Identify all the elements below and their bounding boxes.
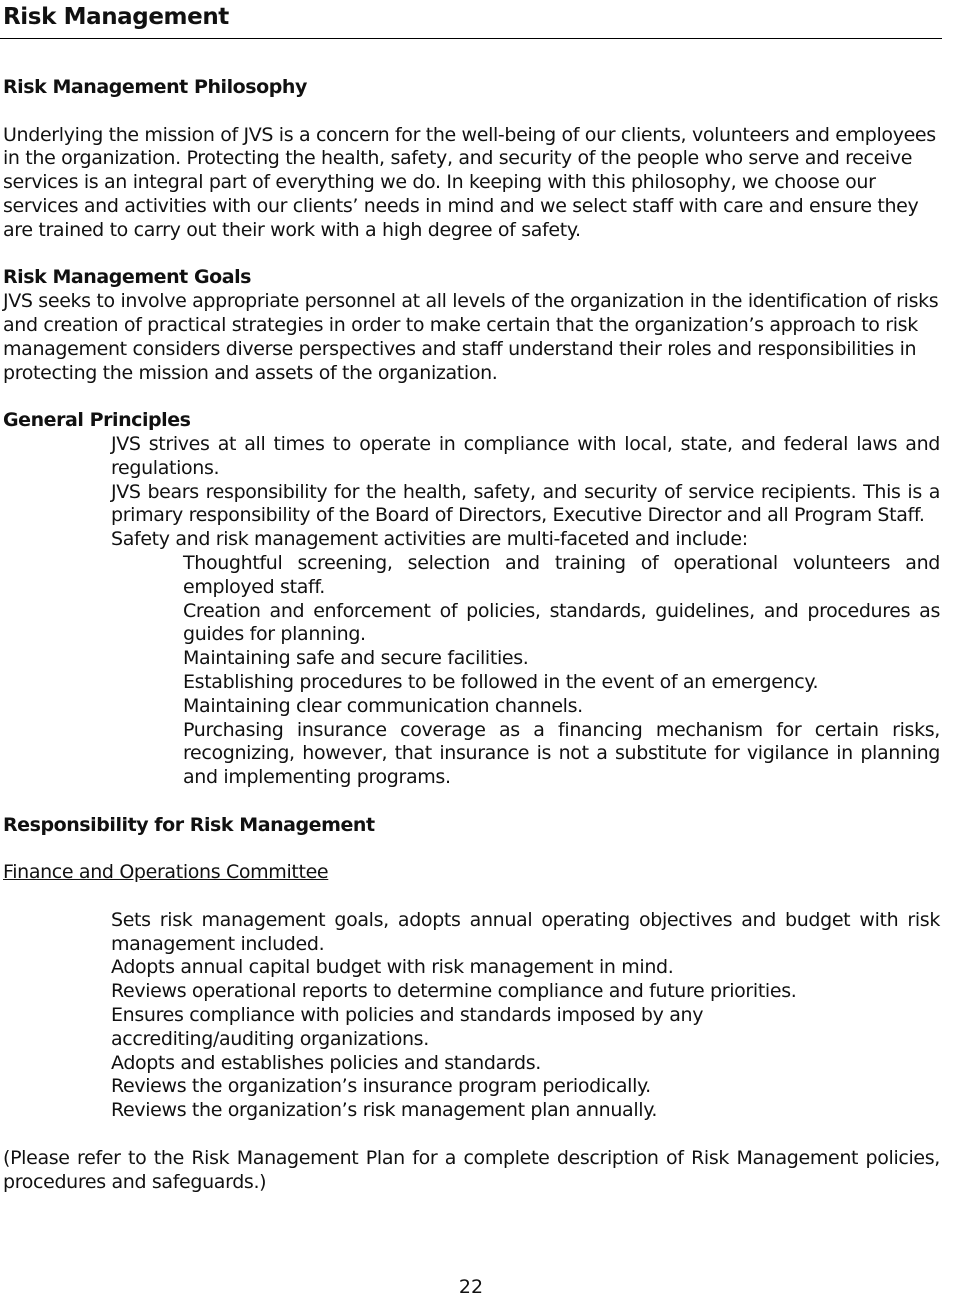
principle-subitem: Purchasing insurance coverage as a financing mechanism for certain risks, recognizing, however, that insurance is not a substitute for vigilance in planning and implementing programs. xyxy=(183,718,940,789)
committee-item: Adopts and establishes policies and standards. xyxy=(111,1051,541,1074)
committee-item: Ensures compliance with policies and standards imposed by any xyxy=(111,1004,704,1027)
committee-item: Reviews the organization’s insurance program periodically. xyxy=(111,1075,651,1098)
committee-item: Reviews operational reports to determine compliance and future priorities. xyxy=(111,980,797,1003)
principles-heading: General Principles xyxy=(3,409,191,432)
page-number: 22 xyxy=(458,1276,484,1298)
spacer xyxy=(3,838,940,862)
title-divider xyxy=(0,38,942,39)
spacer xyxy=(3,885,940,909)
closing-note: (Please refer to the Risk Management Plan for a complete description of Risk Management policies, procedures and safeguards.) xyxy=(3,1146,940,1193)
committee-item: Reviews the organization’s risk management plan annually. xyxy=(111,1099,658,1122)
committee-item: Adopts annual capital budget with risk management in mind. xyxy=(111,956,674,979)
responsibility-heading: Responsibility for Risk Management xyxy=(3,813,375,836)
principle-subitem: Maintaining clear communication channels. xyxy=(183,694,583,717)
principle-subitem: Thoughtful screening, selection and training of operational volunteers and employed staff. xyxy=(183,551,940,598)
goals-heading: Risk Management Goals xyxy=(3,266,252,289)
spacer xyxy=(3,1123,940,1147)
goals-paragraph: JVS seeks to involve appropriate personnel at all levels of the organization in the identification of risks and creation of practical strategies in order to make certain that the organization’s approach to risk management considers diverse perspectives and staff understand their roles and responsibilities in protecting the mission and assets of the organization. xyxy=(3,290,939,384)
philosophy-heading: Risk Management Philosophy xyxy=(3,76,307,98)
committee-heading: Finance and Operations Committee xyxy=(3,861,329,884)
spacer xyxy=(3,100,940,124)
principle-item: JVS strives at all times to operate in compliance with local, state, and federal laws and regulations. xyxy=(111,432,940,479)
spacer xyxy=(3,243,940,267)
committee-item: accrediting/auditing organizations. xyxy=(111,1027,429,1050)
philosophy-paragraph: Underlying the mission of JVS is a concern for the well-being of our clients, volunteers and employees in the organization. Protecting the health, safety, and security of the people who serve and receive services is an integral part of everything we do. In keeping with this philosophy, we choose our services and activities with our clients’ needs in mind and we select staff with care and ensure they are trained to carry out their work with a high degree of safety. xyxy=(3,123,936,241)
principle-item: Safety and risk management activities are multi-faceted and include: xyxy=(111,528,748,551)
spacer xyxy=(3,385,940,409)
document-body xyxy=(3,76,940,1194)
principle-subitem: Creation and enforcement of policies, standards, guidelines, and procedures as guides for planning. xyxy=(183,599,940,646)
committee-item: Sets risk management goals, adopts annual operating objectives and budget with risk management included. xyxy=(111,908,940,955)
page-title: Risk Management xyxy=(3,4,229,30)
principle-subitem: Establishing procedures to be followed in the event of an emergency. xyxy=(183,670,819,693)
spacer xyxy=(3,790,940,814)
principle-subitem: Maintaining safe and secure facilities. xyxy=(183,647,529,670)
principle-item: JVS bears responsibility for the health, safety, and security of service recipients. This is a primary responsibility of the Board of Directors, Executive Director and all Program Staff. xyxy=(111,480,940,527)
